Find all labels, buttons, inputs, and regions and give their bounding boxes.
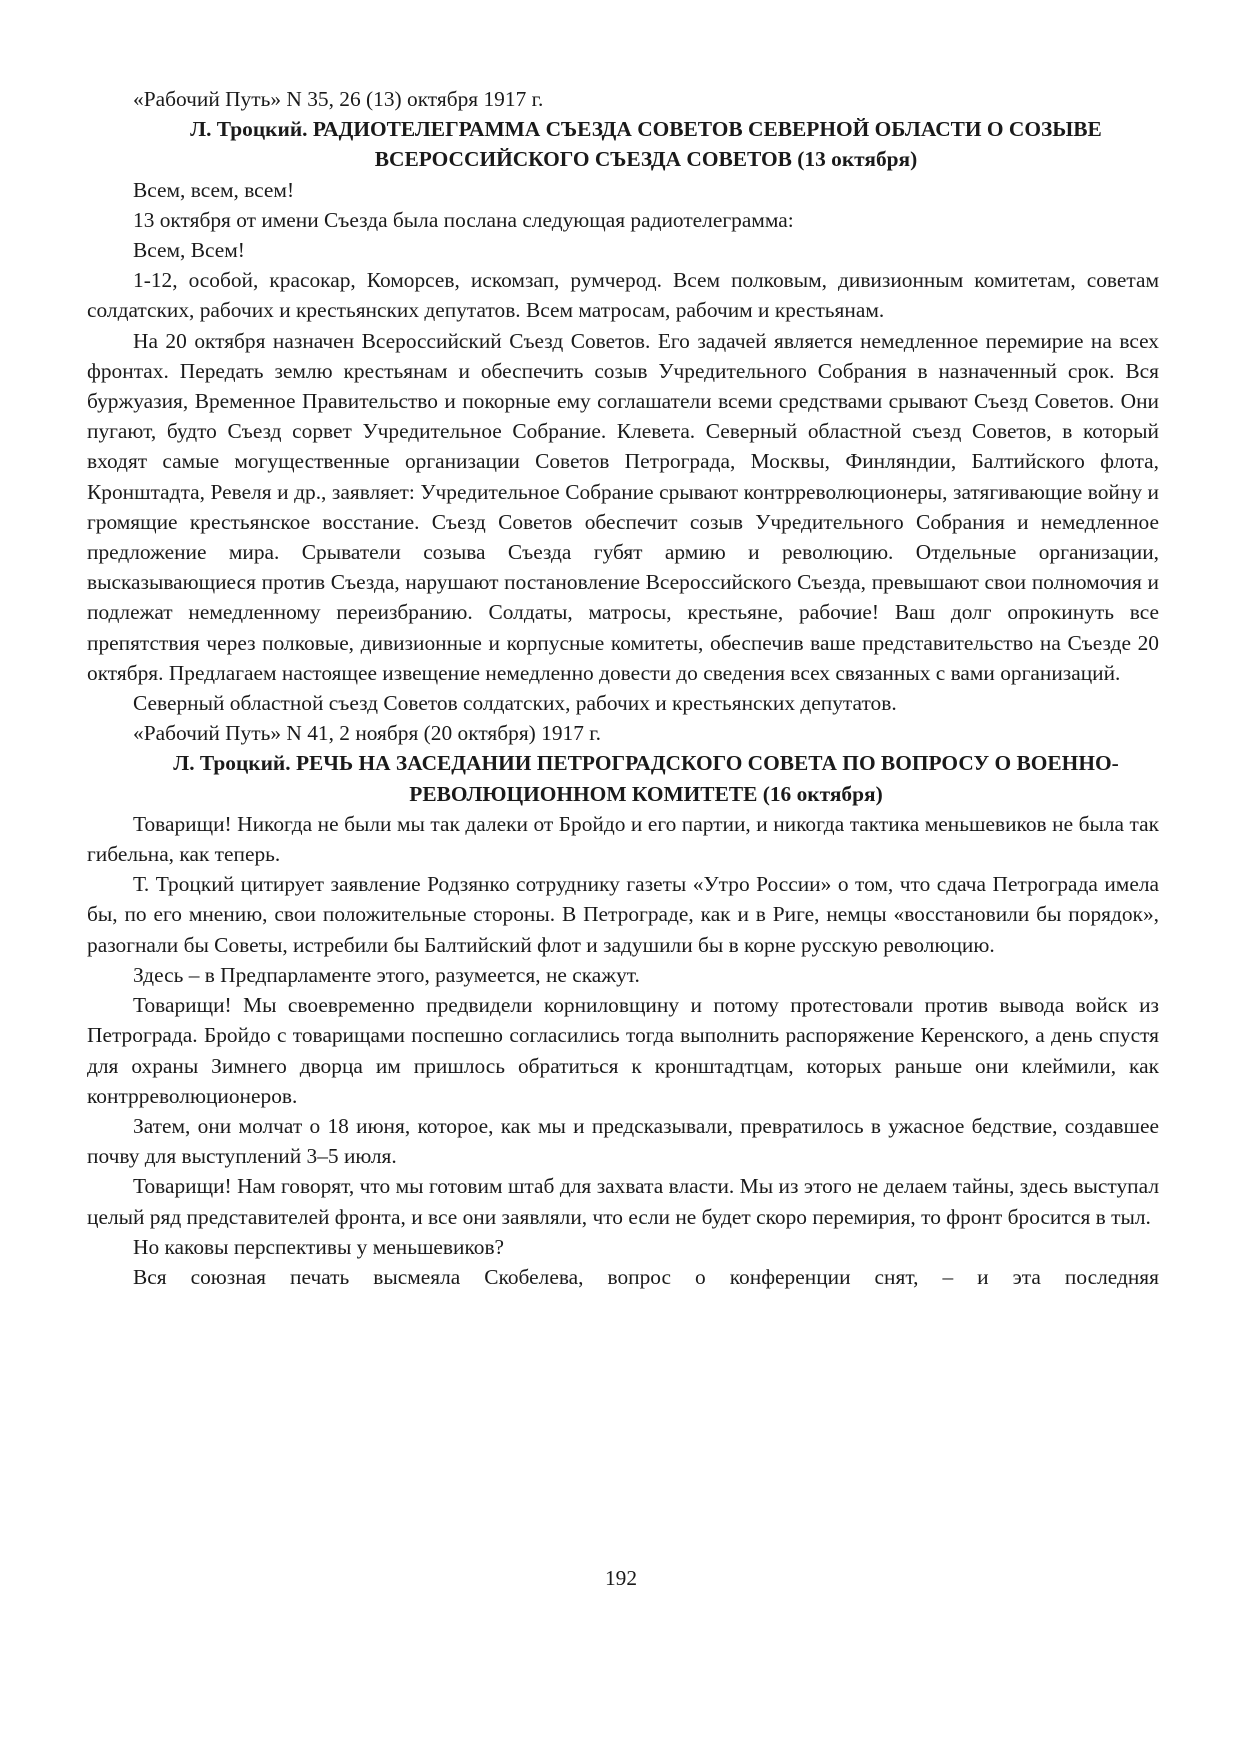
paragraph: 13 октября от имени Съезда была послана следующая радиотелеграмма: [133, 207, 794, 232]
document-page [87, 84, 1159, 1292]
paragraph: На 20 октября назначен Всероссийский Съезд Советов. Его задачей является немедленное перемирие на всех фронтах. Передать землю крестьянам и обеспечить созыв Учредительного Собрания в назначенный срок. Вся буржуазия, Временное Правительство и покорные ему соглашатели всеми средствами срывают Съезд Советов. Они пугают, будто Съезд сорвет Учредительное Собрание. Клевета. Северный областной съезд Советов, в который входят самые могущественные организации Советов Петрограда, Москвы, Финляндии, Балтийского флота, Кронштадта, Ревеля и др., заявляет: Учредительное Собрание срывают контрреволюционеры, затягивающие войну и громящие крестьянское восстание. Съезд Советов обеспечит созыв Учредительного Собрания и немедленное предложение мира. Срыватели созыва Съезда губят армию и революцию. Отдельные организации, высказывающиеся против Съезда, нарушают постановление Всероссийского Съезда, превышают свои полномочия и подлежат немедленному переизбранию. Солдаты, матросы, крестьяне, рабочие! Ваш долг опрокинуть все препятствия через полковые, дивизионные и корпусные комитеты, обеспечив ваше представительство на Съезде 20 октября. Предлагаем настоящее извещение немедленно довести до сведения всех связанных с вами организаций. [87, 328, 1159, 685]
paragraph: 1-12, особой, красокар, Коморсев, искомзап, румчерод. Всем полковым, дивизионным комитетам, советам солдатских, рабочих и крестьянских депутатов. Всем матросам, рабочим и крестьянам. [87, 268, 1159, 323]
paragraph: Всем, всем, всем! [133, 177, 295, 202]
paragraph: Но каковы перспективы у меньшевиков? [133, 1234, 505, 1259]
source-citation: «Рабочий Путь» N 41, 2 ноября (20 октября) 1917 г. [133, 721, 601, 746]
paragraph: Товарищи! Никогда не были мы так далеки от Бройдо и его партии, и никогда тактика меньшевиков не была так гибельна, как теперь. [87, 811, 1159, 867]
article-title: Л. Троцкий. РАДИОТЕЛЕГРАММА СЪЕЗДА СОВЕТОВ СЕВЕРНОЙ ОБЛАСТИ О СОЗЫВЕ ВСЕРОССИЙСКОГО СЪЕЗДА СОВЕТОВ (13 октября) [190, 117, 1102, 172]
paragraph: Товарищи! Нам говорят, что мы готовим штаб для захвата власти. Мы из этого не делаем тайны, здесь выступал целый ряд представителей фронта, и все они заявляли, что если не будет скоро перемирия, то фронт бросится в тыл. [87, 1174, 1159, 1229]
paragraph: Всем, Всем! [133, 238, 245, 263]
paragraph: Т. Троцкий цитирует заявление Родзянко сотруднику газеты «Утро России» о том, что сдача Петрограда имела бы, по его мнению, свои положительные стороны. В Петрограде, как и в Риге, немцы «восстановили бы порядок», разогнали бы Советы, истребили бы Балтийский флот и задушили бы в корне русскую революцию. [87, 872, 1159, 957]
page-number: 192 [604, 1566, 638, 1590]
paragraph: Северный областной съезд Советов солдатских, рабочих и крестьянских депутатов. [133, 691, 897, 716]
paragraph: Здесь – в Предпарламенте этого, разумеется, не скажут. [133, 962, 640, 987]
source-citation: «Рабочий Путь» N 35, 26 (13) октября 1917 г. [133, 87, 544, 111]
paragraph: Товарищи! Мы своевременно предвидели корниловщину и потому протестовали против вывода войск из Петрограда. Бройдо с товарищами поспешно согласились тогда выполнить распоряжение Керенского, а день спустя для охраны Зимнего дворца им пришлось обратиться к кронштадтцам, которых раньше они клеймили, как контрреволюционеров. [87, 993, 1159, 1108]
paragraph: Вся союзная печать высмеяла Скобелева, вопрос о конференции снят, – и эта последняя [133, 1264, 1159, 1289]
article-title: Л. Троцкий. РЕЧЬ НА ЗАСЕДАНИИ ПЕТРОГРАДСКОГО СОВЕТА ПО ВОПРОСУ О ВОЕННО-РЕВОЛЮЦИОННОМ КОМИТЕТЕ (16 октября) [173, 751, 1119, 806]
paragraph: Затем, они молчат о 18 июня, которое, как мы и предсказывали, превратилось в ужасное бедствие, создавшее почву для выступлений 3–5 июля. [87, 1113, 1159, 1169]
